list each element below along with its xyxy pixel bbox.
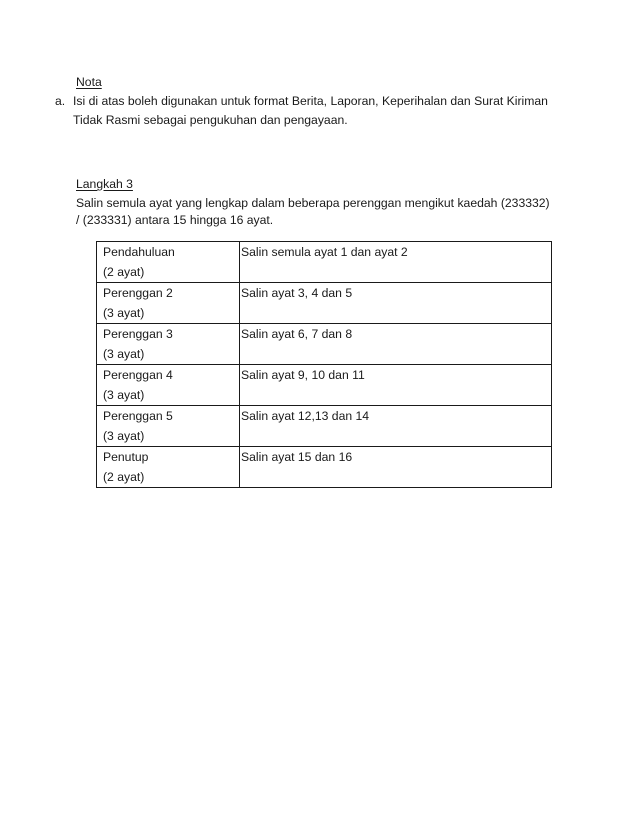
section-cell (97, 406, 240, 447)
table-row (97, 406, 552, 447)
instruction-text: Salin ayat 12,13 dan 14 (241, 409, 370, 423)
sentence-count: (3 ayat) (103, 388, 145, 402)
instruction-cell (240, 283, 552, 324)
instruction-text: Salin ayat 6, 7 dan 8 (241, 327, 353, 341)
section-cell (97, 324, 240, 365)
table-row (97, 365, 552, 406)
instruction-text: Salin ayat 3, 4 dan 5 (241, 286, 353, 300)
instruction-cell (240, 365, 552, 406)
nota-text-line-2: Tidak Rasmi sebagai pengukuhan dan pengayaan. (73, 113, 348, 127)
section-name: Perenggan 2 (103, 286, 173, 300)
section-name: Perenggan 4 (103, 368, 173, 382)
section-name: Pendahuluan (103, 245, 175, 259)
instruction-text: Salin ayat 15 dan 16 (241, 450, 353, 464)
section-name: Perenggan 3 (103, 327, 173, 341)
section-cell (97, 283, 240, 324)
list-marker: a. (55, 94, 66, 108)
table-row (97, 242, 552, 283)
step-heading: Langkah 3 (76, 177, 133, 191)
table-row (97, 283, 552, 324)
step-text-line-2: / (233331) antara 15 hingga 16 ayat. (76, 213, 274, 227)
instruction-cell (240, 406, 552, 447)
paragraph-plan-table (96, 241, 552, 488)
instruction-text: Salin semula ayat 1 dan ayat 2 (241, 245, 408, 259)
nota-text-line-1: Isi di atas boleh digunakan untuk format Berita, Laporan, Keperihalan dan Surat Kiriman (73, 94, 548, 108)
instruction-cell (240, 242, 552, 283)
instruction-cell (240, 324, 552, 365)
sentence-count: (3 ayat) (103, 429, 145, 443)
sentence-count: (2 ayat) (103, 265, 145, 279)
instruction-cell (240, 447, 552, 488)
section-cell (97, 242, 240, 283)
instruction-text: Salin ayat 9, 10 dan 11 (241, 368, 365, 382)
step-text-line-1: Salin semula ayat yang lengkap dalam beberapa perenggan mengikut kaedah (233332) (76, 196, 550, 210)
table-row (97, 324, 552, 365)
sentence-count: (3 ayat) (103, 306, 145, 320)
sentence-count: (2 ayat) (103, 470, 145, 484)
nota-heading: Nota (76, 75, 102, 89)
section-cell (97, 447, 240, 488)
table-row (97, 447, 552, 488)
section-name: Penutup (103, 450, 149, 464)
section-cell (97, 365, 240, 406)
section-name: Perenggan 5 (103, 409, 173, 423)
sentence-count: (3 ayat) (103, 347, 145, 361)
